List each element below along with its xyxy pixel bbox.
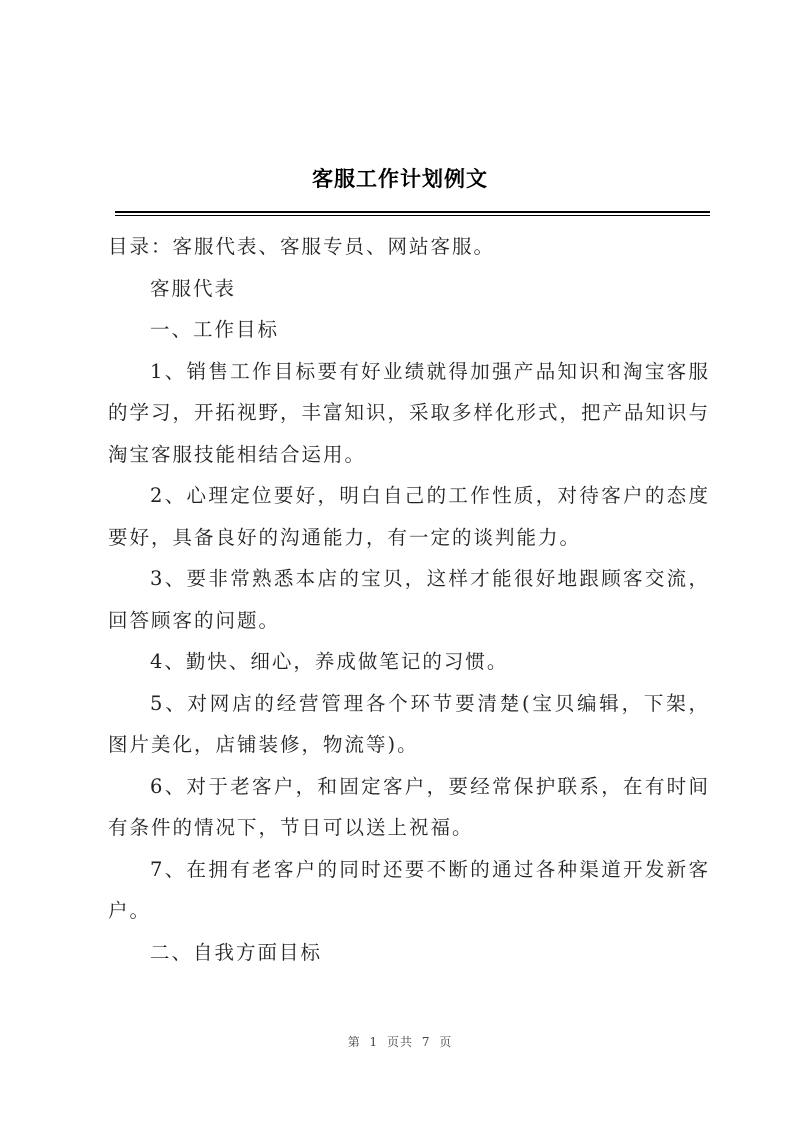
subsection-heading: 一、工作目标 xyxy=(150,318,280,341)
subsection-heading: 二、自我方面目标 xyxy=(150,940,323,964)
paragraph: 7、在拥有老客户的同时还要不断的通过各种渠道开发新客户。 xyxy=(108,857,710,922)
paragraph: 4、勤快、细心，养成做笔记的习惯。 xyxy=(150,650,509,673)
document-title: 客服工作计划例文 xyxy=(312,167,488,191)
paragraph: 6、对于老客户，和固定客户，要经常保护联系，在有时间有条件的情况下，节日可以送上祝福。 xyxy=(108,774,710,839)
document-body xyxy=(108,226,710,973)
page-footer: 第 1 页共 7 页 xyxy=(347,1035,453,1049)
paragraph: 5、对网店的经营管理各个环节要清楚(宝贝编辑，下架，图片美化，店铺装修，物流等)。 xyxy=(108,691,710,756)
title-divider-thick xyxy=(115,211,710,213)
paragraph: 3、要非常熟悉本店的宝贝，这样才能很好地跟顾客交流，回答顾客的问题。 xyxy=(108,567,710,632)
paragraph: 1、销售工作目标要有好业绩就得加强产品知识和淘宝客服的学习，开拓视野，丰富知识，采取多样化形式，把产品知识与淘宝客服技能相结合运用。 xyxy=(108,359,711,466)
paragraph: 2、心理定位要好，明白自己的工作性质，对待客户的态度要好，具备良好的沟通能力，有一定的谈判能力。 xyxy=(108,484,710,549)
section-heading: 客服代表 xyxy=(150,276,237,300)
title-divider-thin xyxy=(115,215,710,216)
table-of-contents: 目录：客服代表、客服专员、网站客服。 xyxy=(108,235,496,258)
